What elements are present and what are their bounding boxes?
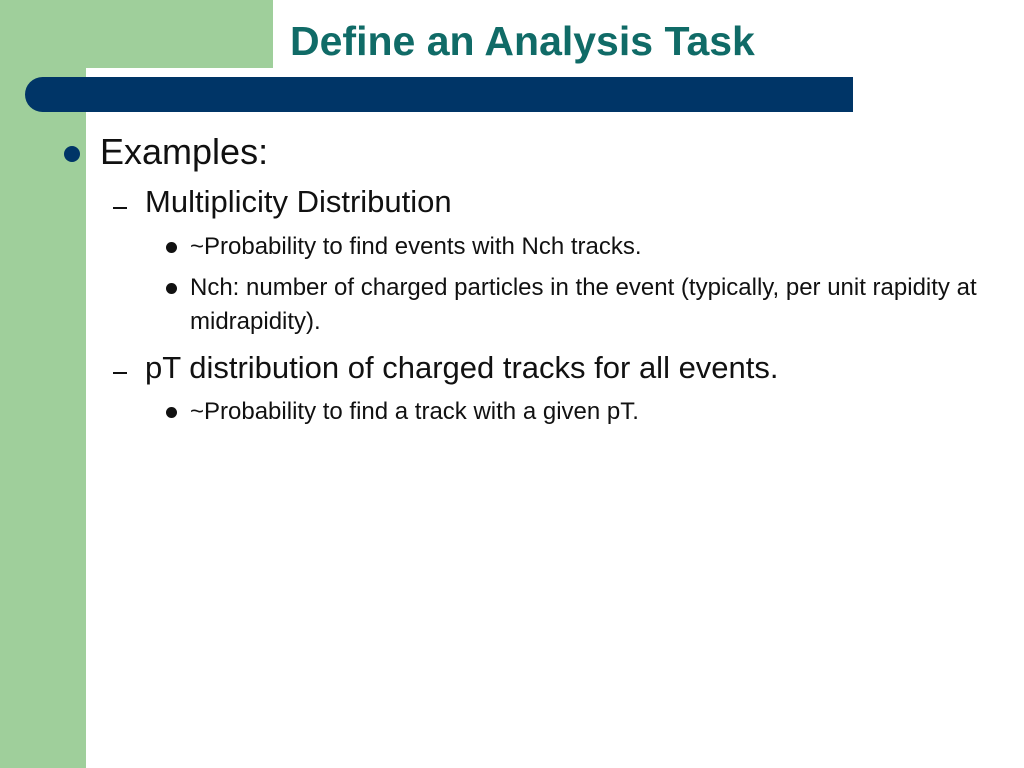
dash-icon [113, 372, 127, 374]
bullet-icon [166, 242, 177, 253]
detail-multiplicity-probability: ~Probability to find events with Nch tracks. [190, 233, 642, 260]
bullet-icon [166, 407, 177, 418]
bullet-icon [166, 283, 177, 294]
bullet-examples: Examples: [100, 131, 269, 172]
sub-bullet-pt-distribution: pT distribution of charged tracks for all events. [145, 350, 779, 385]
sub-bullet-multiplicity: Multiplicity Distribution [145, 184, 452, 219]
dash-icon [113, 207, 127, 209]
detail-nch-definition: Nch: number of charged particles in the event (typically, per unit rapidity at midrapidity). [190, 274, 977, 335]
detail-pt-probability: ~Probability to find a track with a given pT. [190, 398, 639, 425]
bullet-icon [64, 146, 80, 162]
slide-title: Define an Analysis Task [290, 18, 755, 64]
